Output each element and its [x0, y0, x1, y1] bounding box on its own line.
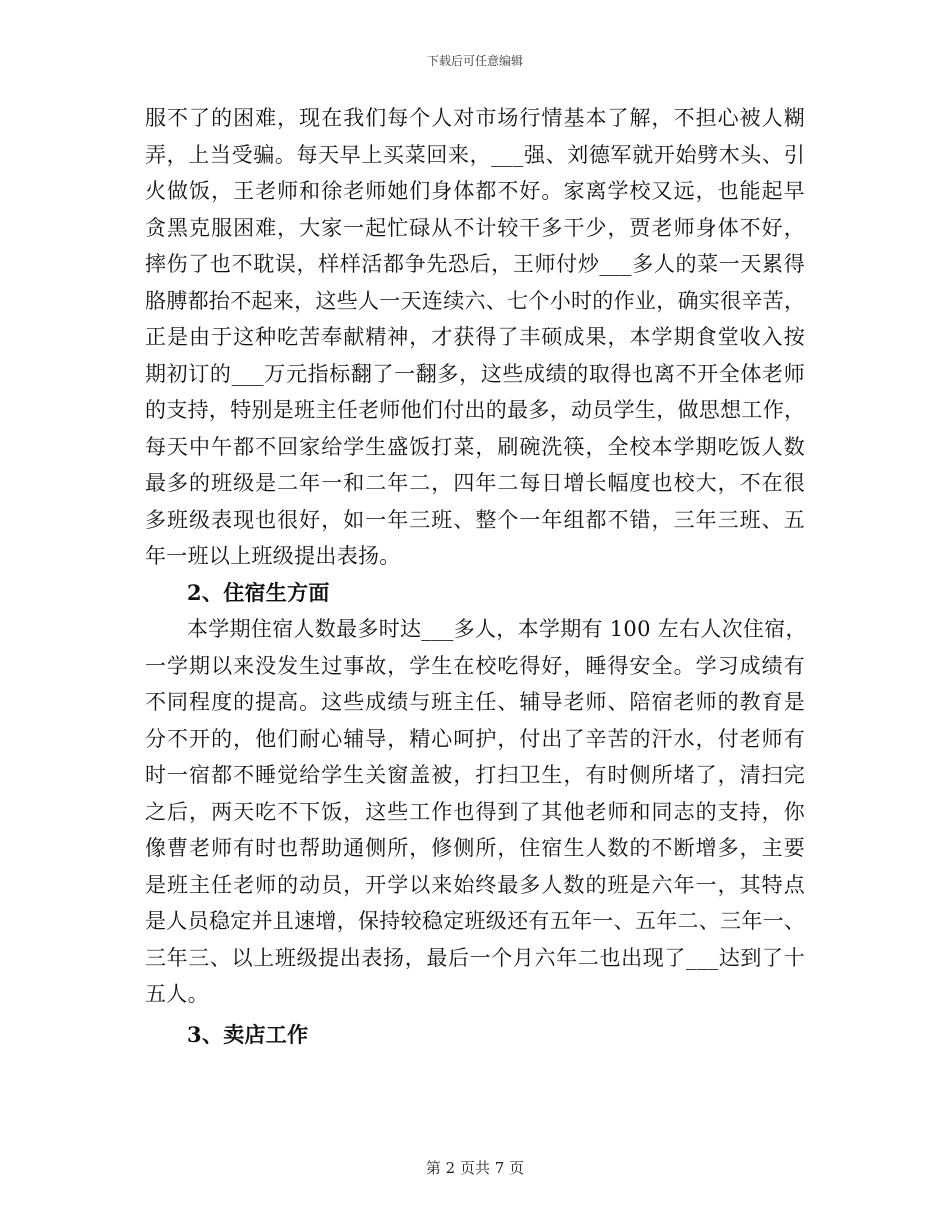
text-line: 弄，上当受骗。每天早上买菜回来，___强、刘德军就开始劈木头、引: [145, 142, 805, 167]
text-line: 之后，两天吃不下饭，这些工作也得到了其他老师和同志的支持，你: [145, 799, 805, 824]
text-line: 是人员稳定并且速增，保持较稳定班级还有五年一、五年二、三年一、: [145, 909, 806, 933]
text-line: 不同程度的提高。这些成绩与班主任、辅导老师、陪宿老师的教育是: [145, 690, 805, 714]
text-line: 每天中午都不回家给学生盛饭打菜，刷碗洗筷，全校本学期吃饭人数: [145, 434, 805, 459]
text-line: 五人。: [145, 982, 209, 1006]
text-line: 像曹老师有时也帮助通侧所，修侧所，住宿生人数的不断增多，主要: [145, 836, 805, 860]
paragraph-dormitory: [145, 611, 805, 1013]
text-line: 摔伤了也不耽误，样样活都争先恐后，王师付炒___多人的菜一天累得: [145, 252, 805, 276]
paragraph-canteen: [145, 100, 805, 575]
section-heading-shop: 3、卖店工作: [187, 1021, 309, 1047]
text-line: 分不开的，他们耐心辅导，精心呵护，付出了辛苦的汗水，付老师有: [145, 726, 805, 751]
document-body: [145, 100, 805, 1053]
text-line: 正是由于这种吃苦奉献精神，才获得了丰硕成果，本学期食堂收入按: [145, 325, 805, 349]
text-line: 本学期住宿人数最多时达___多人，本学期有 100 左右人次住宿，: [187, 617, 807, 641]
text-line: 期初订的___万元指标翻了一翻多，这些成绩的取得也离不开全体老师: [145, 361, 805, 386]
section-heading-dormitory: 2、住宿生方面: [187, 579, 330, 605]
text-line: 贪黑克服困难，大家一起忙碌从不计较干多干少，贾老师身体不好，: [145, 215, 805, 240]
text-line: 是班主任老师的动员，开学以来始终最多人数的班是六年一，其特点: [145, 872, 805, 897]
text-line: 火做饭，王老师和徐老师她们身体都不好。家离学校又远，也能起早: [145, 179, 805, 203]
text-line: 年一班以上班级提出表扬。: [145, 544, 401, 568]
text-line: 服不了的困难，现在我们每个人对市场行情基本了解，不担心被人糊: [145, 106, 805, 130]
page-number: 第 2 页共 7 页: [425, 1159, 525, 1177]
text-line: 多班级表现也很好，如一年三班、整个一年组都不错，三年三班、五: [145, 507, 805, 532]
text-line: 三年三、以上班级提出表扬，最后一个月六年二也出现了___达到了十: [145, 945, 805, 970]
text-line: 最多的班级是二年一和二年二，四年二每日增长幅度也校大，不在很: [145, 471, 805, 495]
text-line: 时一宿都不睡觉给学生关窗盖被，打扫卫生，有时侧所堵了，清扫完: [145, 763, 805, 787]
page-header-note: 下载后可任意编辑: [426, 54, 523, 68]
text-line: 胳膊都抬不起来，这些人一天连续六、七个小时的作业，确实很辛苦，: [145, 288, 806, 313]
text-line: 的支持，特别是班主任老师他们付出的最多，动员学生，做思想工作，: [145, 398, 806, 422]
text-line: 一学期以来没发生过事故，学生在校吃得好，睡得安全。学习成绩有: [145, 653, 805, 678]
